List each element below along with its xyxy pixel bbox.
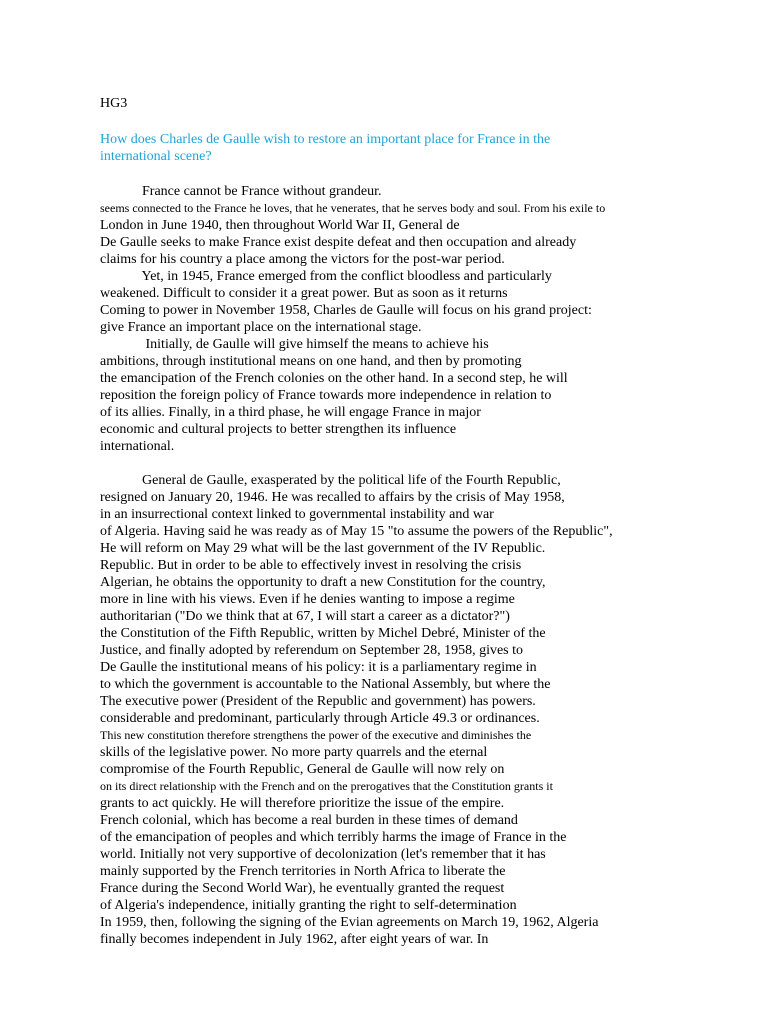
text-line: He will reform on May 29 what will be the last government of the IV Republic. (100, 541, 546, 556)
text-line: General de Gaulle, exasperated by the political life of the Fourth Republic, (100, 473, 561, 488)
text-line: world. Initially not very supportive of decolonization (let's remember that it has (100, 847, 546, 862)
text-line: France cannot be France without grandeur. (100, 184, 382, 199)
text-line: French colonial, which has become a real burden in these times of demand (100, 813, 518, 828)
text-line: skills of the legislative power. No more party quarrels and the eternal (100, 745, 488, 760)
body-text (100, 183, 700, 948)
text-line: France during the Second World War), he eventually granted the request (100, 881, 505, 896)
text-line: London in June 1940, then throughout World War II, General de (100, 218, 460, 233)
text-line: more in line with his views. Even if he denies wanting to impose a regime (100, 592, 515, 607)
text-line: De Gaulle seeks to make France exist despite defeat and then occupation and already (100, 235, 577, 250)
text-line: The executive power (President of the Republic and government) has powers. (100, 694, 536, 709)
paragraph-break (100, 455, 700, 472)
text-line: give France an important place on the international stage. (100, 320, 422, 335)
text-line: grants to act quickly. He will therefore prioritize the issue of the empire. (100, 796, 505, 811)
text-line: This new constitution therefore strengthens the power of the executive and diminishes the (100, 728, 532, 742)
question-line-1: How does Charles de Gaulle wish to restore an important place for France in the (100, 132, 551, 147)
text-line: weakened. Difficult to consider it a great power. But as soon as it returns (100, 286, 508, 301)
text-line: the Constitution of the Fifth Republic, written by Michel Debré, Minister of the (100, 626, 546, 641)
text-line: seems connected to the France he loves, that he venerates, that he serves body and soul. From his exile to (100, 201, 606, 215)
text-line: finally becomes independent in July 1962, after eight years of war. In (100, 932, 489, 947)
text-line: claims for his country a place among the victors for the post-war period. (100, 252, 505, 267)
text-line: considerable and predominant, particularly through Article 49.3 or ordinances. (100, 711, 540, 726)
text-line: Yet, in 1945, France emerged from the conflict bloodless and particularly (100, 269, 552, 284)
text-line: ambitions, through institutional means on one hand, and then by promoting (100, 354, 522, 369)
text-line: Algerian, he obtains the opportunity to draft a new Constitution for the country, (100, 575, 546, 590)
text-line: compromise of the Fourth Republic, General de Gaulle will now rely on (100, 762, 505, 777)
text-line: economic and cultural projects to better strengthen its influence (100, 422, 457, 437)
text-line: In 1959, then, following the signing of the Evian agreements on March 19, 1962, Algeria (100, 915, 599, 930)
text-line: Justice, and finally adopted by referendum on September 28, 1958, gives to (100, 643, 524, 658)
text-line: in an insurrectional context linked to governmental instability and war (100, 507, 494, 522)
text-line: to which the government is accountable to the National Assembly, but where the (100, 677, 551, 692)
text-line: of its allies. Finally, in a third phase, he will engage France in major (100, 405, 481, 420)
text-line: reposition the foreign policy of France towards more independence in relation to (100, 388, 552, 403)
text-line: mainly supported by the French territories in North Africa to liberate the (100, 864, 506, 879)
text-line: on its direct relationship with the French and on the prerogatives that the Constitution grants it (100, 779, 553, 793)
text-line: of Algeria. Having said he was ready as of May 15 "to assume the powers of the Republic", (100, 524, 613, 539)
text-line: international. (100, 439, 175, 454)
question-line-2: international scene? (100, 149, 212, 164)
text-line: Republic. But in order to be able to effectively invest in resolving the crisis (100, 558, 522, 573)
text-line: the emancipation of the French colonies on the other hand. In a second step, he will (100, 371, 568, 386)
text-line: Coming to power in November 1958, Charles de Gaulle will focus on his grand project: (100, 303, 592, 318)
text-line: Initially, de Gaulle will give himself the means to achieve his (100, 337, 489, 352)
text-line: of Algeria's independence, initially granting the right to self-determination (100, 898, 517, 913)
text-line: authoritarian ("Do we think that at 67, I will start a career as a dictator?") (100, 609, 510, 624)
question-heading (100, 131, 660, 165)
text-line: De Gaulle the institutional means of his policy: it is a parliamentary regime in (100, 660, 537, 675)
document-code: HG3 (100, 96, 128, 111)
text-line: resigned on January 20, 1946. He was recalled to affairs by the crisis of May 1958, (100, 490, 565, 505)
text-line: of the emancipation of peoples and which terribly harms the image of France in the (100, 830, 567, 845)
